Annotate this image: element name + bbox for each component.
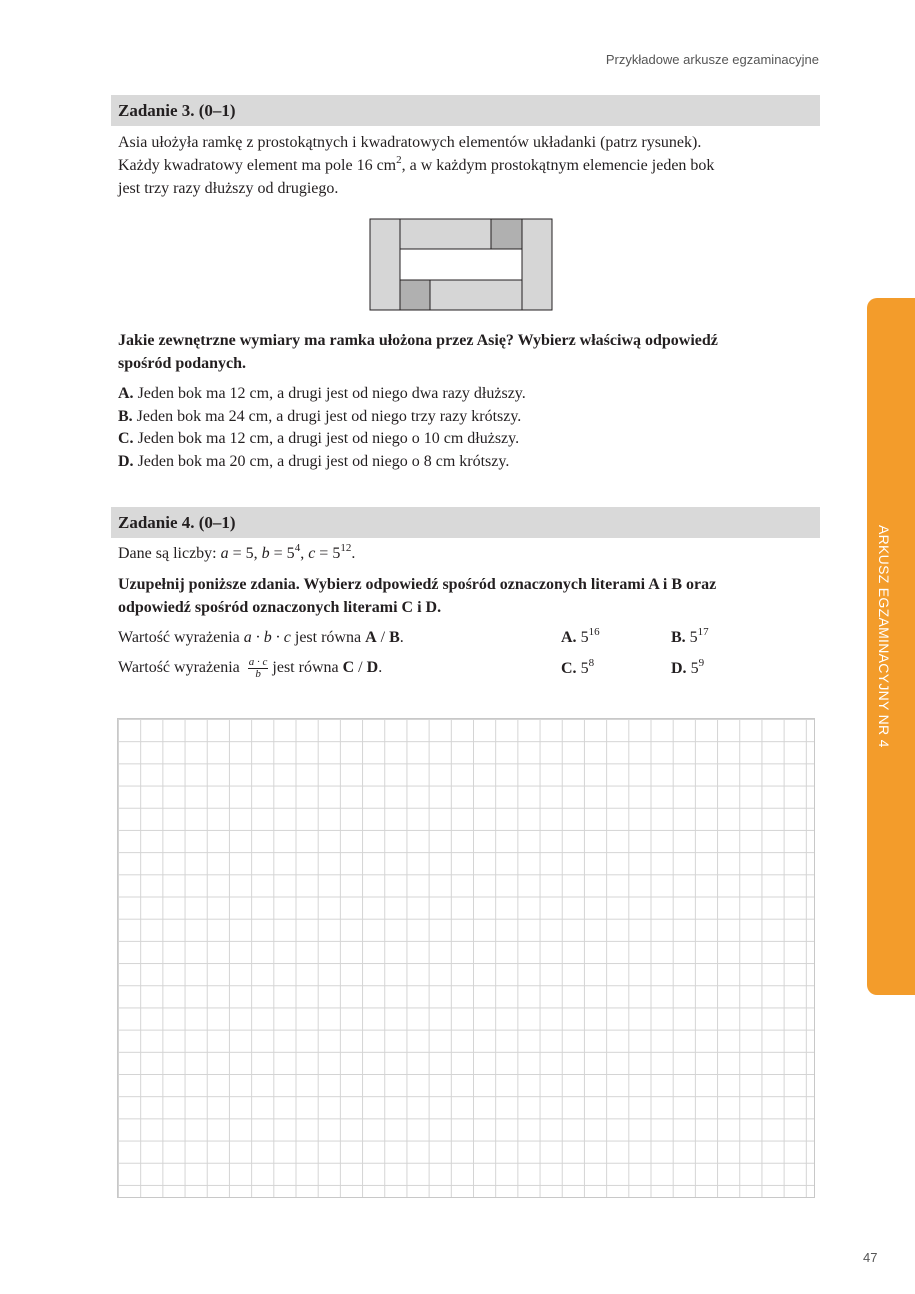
task4-given: Dane są liczby: a = 5, $b = 5^4$, $c = 5^{12}$. [118,542,356,562]
task3-options [118,383,818,473]
frame-bottom-piece [430,280,522,310]
expr-fraction: $\frac{a \cdot c}{b}$ [248,655,268,680]
task4-question-line1: Uzupełnij poniższe zdania. Wybierz odpowiedź spośród oznaczonych literami A i B oraz [118,576,717,593]
scratch-grid[interactable] [117,718,815,1198]
frame-top-square [491,219,522,249]
task3-option-a[interactable]: A. Jeden bok ma 12 cm, a drugi jest od niego dwa razy dłuższy. [118,385,526,402]
frame-right-piece [522,219,552,310]
task3-intro-line2a: Każdy kwadratowy element ma pole 16 cm [118,157,397,174]
row1-option-a[interactable]: A [365,629,377,646]
task3-intro-sup: 2 [396,154,402,166]
frame-left-piece [370,219,400,310]
task4-question-line2: odpowiedź spośród oznaczonych literami C i D. [118,599,442,616]
choice-b[interactable]: B. $5^{17}$ [671,626,709,646]
row2-option-d[interactable]: D [366,659,379,676]
task3-header: Zadanie 3. (0–1) [111,95,820,126]
puzzle-frame-figure [369,218,553,312]
page-number: 47 [863,1250,878,1265]
task3-intro-line1: Asia ułożyła ramkę z prostokątnych i kwadratowych elementów układanki (patrz rysunek). [118,134,702,151]
row1-option-b[interactable]: B [389,629,400,646]
frame-center-hole [400,249,522,280]
side-tab-label: ARKUSZ EGZAMINACYJNY NR 4 [876,525,892,748]
task3-option-b[interactable]: B. Jeden bok ma 24 cm, a drugi jest od niego trzy razy krótszy. [118,407,522,425]
choice-a[interactable]: A. $5^{16}$ [561,626,600,646]
task4-header: Zadanie 4. (0–1) [111,507,820,538]
task3-option-c[interactable]: C. Jeden bok ma 12 cm, a drugi jest od niego o 10 cm dłuższy. [118,430,520,447]
task3-intro-line2b: , a w każdym prostokątnym elemencie jeden bok [401,157,715,174]
task3-question-line1: Jakie zewnętrzne wymiary ma ramka ułożona przez Asię? Wybierz właściwą odpowiedź [118,332,718,349]
expr-abc: a · b · c [243,629,291,646]
frame-top-piece [400,219,491,249]
running-head: Przykładowe arkusze egzaminacyjne [605,52,819,67]
task4-row1: Wartość wyrażenia a · b · c jest równa A / B. [118,629,404,646]
choice-d[interactable]: D. $5^9$ [671,657,705,677]
frame-bottom-square [400,280,430,310]
task4-question [118,573,818,619]
task3-intro-line3: jest trzy razy dłuższy od drugiego. [118,180,339,197]
task3-question [118,329,818,375]
task3-option-d[interactable]: D. Jeden bok ma 20 cm, a drugi jest od niego o 8 cm krótszy. [118,452,510,470]
task3-question-line2: spośród podanych. [118,355,247,372]
task4-row2: Wartość wyrażenia $\frac{a \cdot c}{b}$ jest równa C / D. [118,655,383,680]
row2-option-c[interactable]: C [342,659,355,676]
choice-c[interactable]: C. $5^8$ [561,657,595,677]
task3-intro [118,131,818,200]
